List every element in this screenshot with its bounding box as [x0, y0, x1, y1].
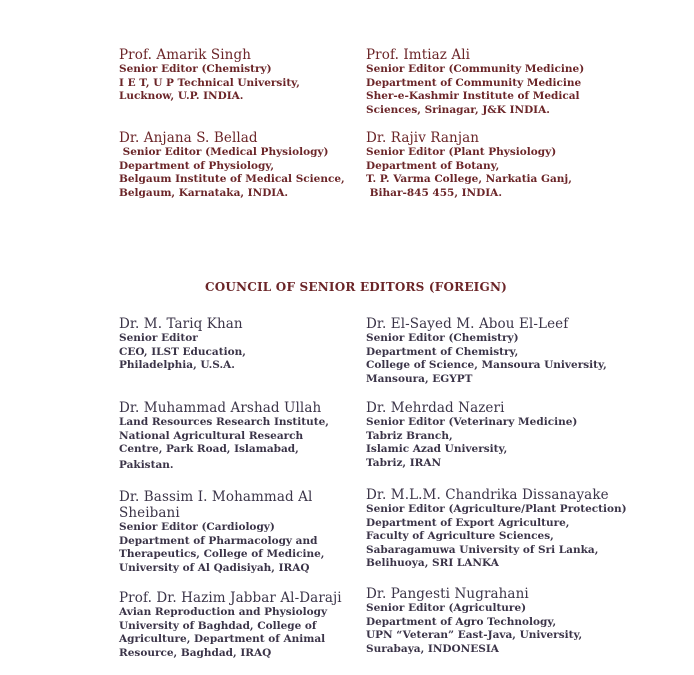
editor-detail: Senior Editor (Agriculture) — [366, 602, 527, 614]
editor-name: Dr. M. Tariq Khan — [119, 316, 243, 332]
editor-card-anjana-bellad — [119, 130, 345, 200]
editor-detail: I E T, U P Technical University, — [119, 76, 300, 89]
editor-detail: Tabriz Branch, — [366, 429, 453, 442]
editor-card-muhammad-arshad-ullah — [119, 400, 329, 472]
editor-detail: T. P. Varma College, Narkatia Ganj, — [366, 173, 572, 185]
editor-card-mehrdad-nazeri — [366, 400, 577, 470]
editor-detail: Avian Reproduction and Physiology — [119, 606, 328, 618]
editor-detail: Department of Agro Technology, — [366, 615, 557, 628]
editor-detail: Resource, Baghdad, IRAQ — [119, 646, 272, 659]
editor-detail: Senior Editor (Chemistry) — [119, 63, 272, 75]
editor-name: Dr. Mehrdad Nazeri — [366, 400, 505, 416]
editor-detail: Senior Editor (Cardiology) — [119, 521, 275, 533]
editor-name: Dr. Muhammad Arshad Ullah — [119, 400, 322, 416]
editor-detail: College of Science, Mansoura University, — [366, 359, 607, 371]
editor-detail: Department of Physiology, — [119, 159, 275, 172]
editor-detail: Surabaya, INDONESIA — [366, 642, 499, 655]
editor-detail: Islamic Azad University, — [366, 443, 508, 455]
editor-detail: Department of Chemistry, — [366, 345, 519, 358]
editor-name: Dr. Bassim I. Mohammad Al — [119, 489, 313, 505]
editor-detail: Senior Editor (Medical Physiology) — [119, 146, 329, 158]
editor-name: Prof. Dr. Hazim Jabbar Al-Daraji — [119, 590, 342, 606]
editor-detail: Centre, Park Road, Islamabad, — [119, 443, 299, 455]
editor-detail: Belgaum, Karnataka, INDIA. — [119, 186, 289, 199]
editor-name: Dr. M.L.M. Chandrika Dissanayake — [366, 487, 609, 503]
editor-detail: Senior Editor (Plant Physiology) — [366, 146, 557, 158]
editor-detail: University of Al Qadisiyah, IRAQ — [119, 561, 310, 574]
editor-detail: Pakistan. — [119, 458, 174, 471]
editor-name: Dr. Pangesti Nugrahani — [366, 586, 529, 602]
editor-detail: Senior Editor (Chemistry) — [366, 332, 519, 344]
editor-name: Prof. Imtiaz Ali — [366, 47, 471, 63]
editor-detail: Senior Editor (Veterinary Medicine) — [366, 416, 578, 428]
editor-card-hazim-al-daraji — [119, 590, 342, 660]
editor-card-imtiaz-ali — [366, 47, 584, 117]
editor-detail: Department of Community Medicine — [366, 76, 582, 89]
editor-card-chandrika-dissanayake — [366, 487, 627, 571]
editor-detail: Sabaragamuwa University of Sri Lanka, — [366, 543, 599, 556]
section-heading-foreign: COUNCIL OF SENIOR EDITORS (FOREIGN) — [204, 280, 507, 294]
editor-detail: Lucknow, U.P. INDIA. — [119, 90, 244, 102]
editor-detail: UPN “Veteran” East-Java, University, — [366, 629, 583, 641]
editor-detail: Faculty of Agriculture Sciences, — [366, 530, 554, 542]
editor-detail: Agriculture, Department of Animal — [119, 633, 326, 645]
editor-detail: Department of Botany, — [366, 159, 500, 172]
editor-detail: Bihar-845 455, INDIA. — [366, 186, 502, 199]
editor-detail: Mansoura, EGYPT — [366, 372, 473, 385]
editor-name-continued: Sheibani — [119, 505, 180, 521]
editor-card-amarik-singh — [119, 47, 300, 104]
editor-detail: Senior Editor — [119, 332, 198, 344]
editor-name: Dr. Rajiv Ranjan — [366, 130, 480, 146]
editor-detail: Land Resources Research Institute, — [119, 416, 329, 428]
editor-detail: Therapeutics, College of Medicine, — [119, 548, 325, 560]
editor-name: Dr. El-Sayed M. Abou El-Leef — [366, 316, 569, 332]
editor-card-el-sayed-abou-el-leef — [366, 316, 607, 386]
editor-detail: Tabriz, IRAN — [366, 456, 442, 469]
editor-card-pangesti-nugrahani — [366, 586, 582, 656]
editor-detail: Department of Export Agriculture, — [366, 516, 570, 529]
editor-detail: Senior Editor (Community Medicine) — [366, 63, 585, 75]
editor-card-bassim-al-sheibani — [119, 489, 324, 575]
editor-name: Dr. Anjana S. Bellad — [119, 130, 258, 146]
editor-detail: Sciences, Srinagar, J&K INDIA. — [366, 103, 550, 116]
editor-card-tariq-khan — [119, 316, 246, 373]
editor-name: Prof. Amarik Singh — [119, 47, 252, 63]
editor-detail: CEO, ILST Education, — [119, 345, 246, 358]
editor-detail: Belgaum Institute of Medical Science, — [119, 173, 345, 185]
editor-detail: National Agricultural Research — [119, 429, 304, 442]
editor-detail: Senior Editor (Agriculture/Plant Protection) — [366, 503, 627, 515]
editor-detail: Department of Pharmacology and — [119, 534, 318, 547]
editor-card-rajiv-ranjan — [366, 130, 572, 200]
editor-detail: Belihuoya, SRI LANKA — [366, 557, 499, 569]
editor-detail: Philadelphia, U.S.A. — [119, 359, 235, 371]
editor-detail: University of Baghdad, College of — [119, 619, 317, 632]
editor-detail: Sher-e-Kashmir Institute of Medical — [366, 90, 580, 102]
